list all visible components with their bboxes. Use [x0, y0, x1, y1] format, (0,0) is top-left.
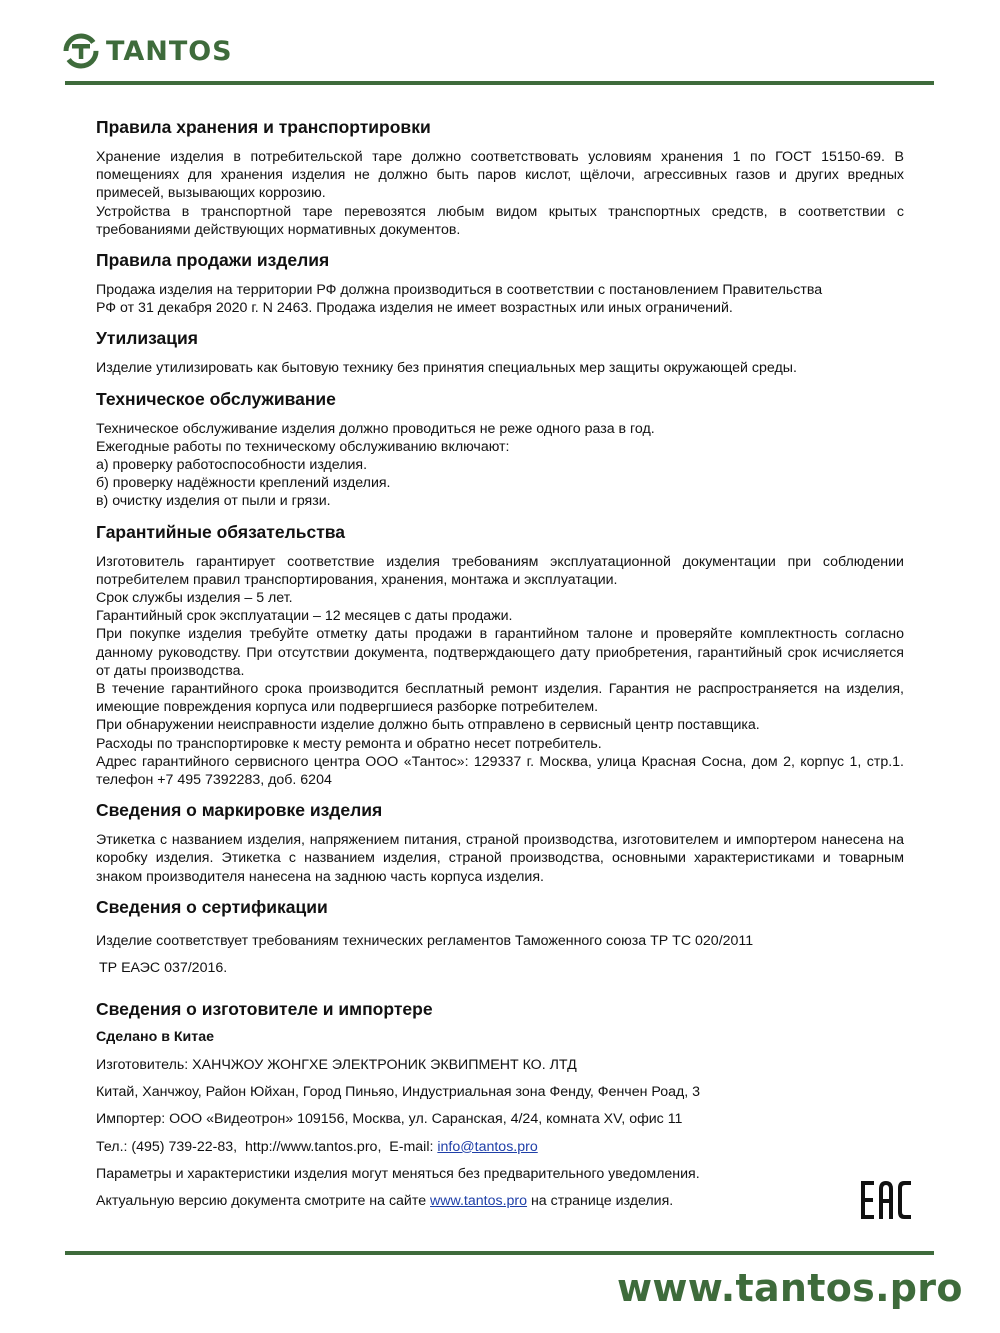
brand-name: TANTOS: [106, 35, 233, 67]
eac-mark-icon: [859, 1179, 913, 1221]
paragraph: Техническое обслуживание изделия должно проводиться не реже одного раза в год.: [96, 420, 655, 437]
importer-info: Импортер: ООО «Видеотрон» 109156, Москва, ул. Саранская, 4/24, комната XV, офис 11: [96, 1111, 683, 1128]
document-body: [96, 116, 904, 1226]
section-title: Сведения о изготовителе и импортере: [96, 999, 433, 1020]
section-marking: [96, 799, 904, 886]
paragraph: Этикетка с названием изделия, напряжением питания, страной производства, изготовителем и импортером нанесена на коробку изделия. Этикетка с названием изделия, страной производства, основными характеристиками и товарным знаком производителя нанесена на заднюю часть корпуса изделия.: [96, 832, 904, 885]
paragraph: Изделие утилизировать как бытовую технику без принятия специальных мер защиты окружающей среды.: [96, 360, 797, 377]
paragraph: Адрес гарантийного сервисного центра ООО «Тантос»: 129337 г. Москва, улица Красная Сосна, дом 2, корпус 1, стр.1. телефон +7 495 7392283, доб. 6204: [96, 753, 904, 789]
made-in: Сделано в Китае: [96, 1029, 214, 1046]
header-divider: [65, 81, 934, 85]
actual-version-suffix: на странице изделия.: [527, 1193, 674, 1210]
paragraph: Устройства в транспортной таре перевозятся любым видом крытых транспортных средств, в соответствии с требованиями действующих нормативных документов.: [96, 203, 904, 238]
paragraph: При покупке изделия требуйте отметку даты продажи в гарантийном талоне и проверяйте комплектность согласно данному руководству. При отсутствии документа, подтверждающего дату приобретения, гарантийный срок исчисляется от даты производства.: [96, 626, 904, 679]
paragraph: Срок службы изделия – 5 лет.: [96, 590, 293, 607]
paragraph: Изделие соответствует требованиям технических регламентов Таможенного союза ТР ТС 020/2011: [96, 932, 754, 949]
paragraph: ТР ЕАЭС 037/2016.: [99, 960, 228, 977]
section-certification: [96, 896, 904, 983]
section-title: Сведения о маркировке изделия: [96, 800, 383, 821]
tantos-logo-icon: [62, 32, 100, 70]
footer-website[interactable]: www.tantos.pro: [617, 1266, 963, 1310]
section-title: Техническое обслуживание: [96, 388, 336, 409]
list-item: а) проверку работоспособности изделия.: [96, 457, 368, 474]
paragraph: В течение гарантийного срока производится бесплатный ремонт изделия. Гарантия не распространяется на изделия, имеющие повреждения корпуса или подвергшиеся разборке потребителем.: [96, 681, 904, 716]
paragraph: Хранение изделия в потребительской таре должно соответствовать условиям хранения 1 по ГОСТ 15150-69. В помещениях для хранения изделия не должно быть паров кислот, щёлочи, агрессивных газов и других вредных примесей, вызывающих коррозию.: [96, 149, 904, 202]
section-title: Правила продажи изделия: [96, 250, 330, 271]
paragraph: Ежегодные работы по техническому обслуживанию включают:: [96, 438, 510, 455]
section-title: Сведения о сертификации: [96, 896, 328, 917]
list-item: б) проверку надёжности креплений изделия.: [96, 475, 391, 492]
manufacturer-name: Изготовитель: ХАНЧЖОУ ЖОНГХЕ ЭЛЕКТРОНИК ЭКВИПМЕНТ КО. ЛТД: [96, 1056, 577, 1073]
contacts-line: [96, 1134, 904, 1161]
section-sale: [96, 249, 904, 317]
section-disposal: [96, 327, 904, 377]
paragraph: Изготовитель гарантирует соответствие изделия требованиям эксплуатационной документации при соблюдении потребителем правил транспортирования, хранения, монтажа и эксплуатации.: [96, 553, 904, 588]
section-manufacturer: [96, 998, 904, 1215]
section-maintenance: [96, 388, 904, 511]
actual-version-line: [96, 1188, 904, 1215]
list-item: в) очистку изделия от пыли и грязи.: [96, 493, 331, 510]
paragraph: Гарантийный срок эксплуатации – 12 месяцев с даты продажи.: [96, 608, 513, 625]
change-notice: Параметры и характеристики изделия могут меняться без предварительного уведомления.: [96, 1165, 700, 1182]
paragraph: Продажа изделия на территории РФ должна производиться в соответствии с постановлением Правительства РФ от 31 декабря 2020 г. N 2463. Продажа изделия не имеет возрастных или иных ограничений.: [96, 282, 823, 317]
contacts-text: Тел.: (495) 739-22-83, http://www.tantos.pro, E-mail:: [96, 1138, 438, 1155]
paragraph: Расходы по транспортировке к месту ремонта и обратно несет потребитель.: [96, 735, 602, 752]
actual-version-text: Актуальную версию документа смотрите на сайте: [96, 1193, 431, 1210]
paragraph: При обнаружении неисправности изделие должно быть отправлено в сервисный центр поставщика.: [96, 717, 760, 734]
brand-logo: [62, 28, 233, 74]
footer-divider: [65, 1251, 934, 1255]
site-link[interactable]: www.tantos.pro: [430, 1193, 528, 1210]
section-title: Правила хранения и транспортировки: [96, 117, 431, 137]
section-storage: [96, 116, 904, 239]
section-title: Утилизация: [96, 328, 199, 349]
section-title: Гарантийные обязательства: [96, 521, 346, 542]
section-warranty: [96, 521, 904, 790]
manufacturer-address: Китай, Ханчжоу, Район Юйхан, Город Пиньяо, Индустриальная зона Фенду, Фенчен Роад, 3: [96, 1084, 701, 1101]
email-link[interactable]: info@tantos.pro: [437, 1138, 538, 1155]
